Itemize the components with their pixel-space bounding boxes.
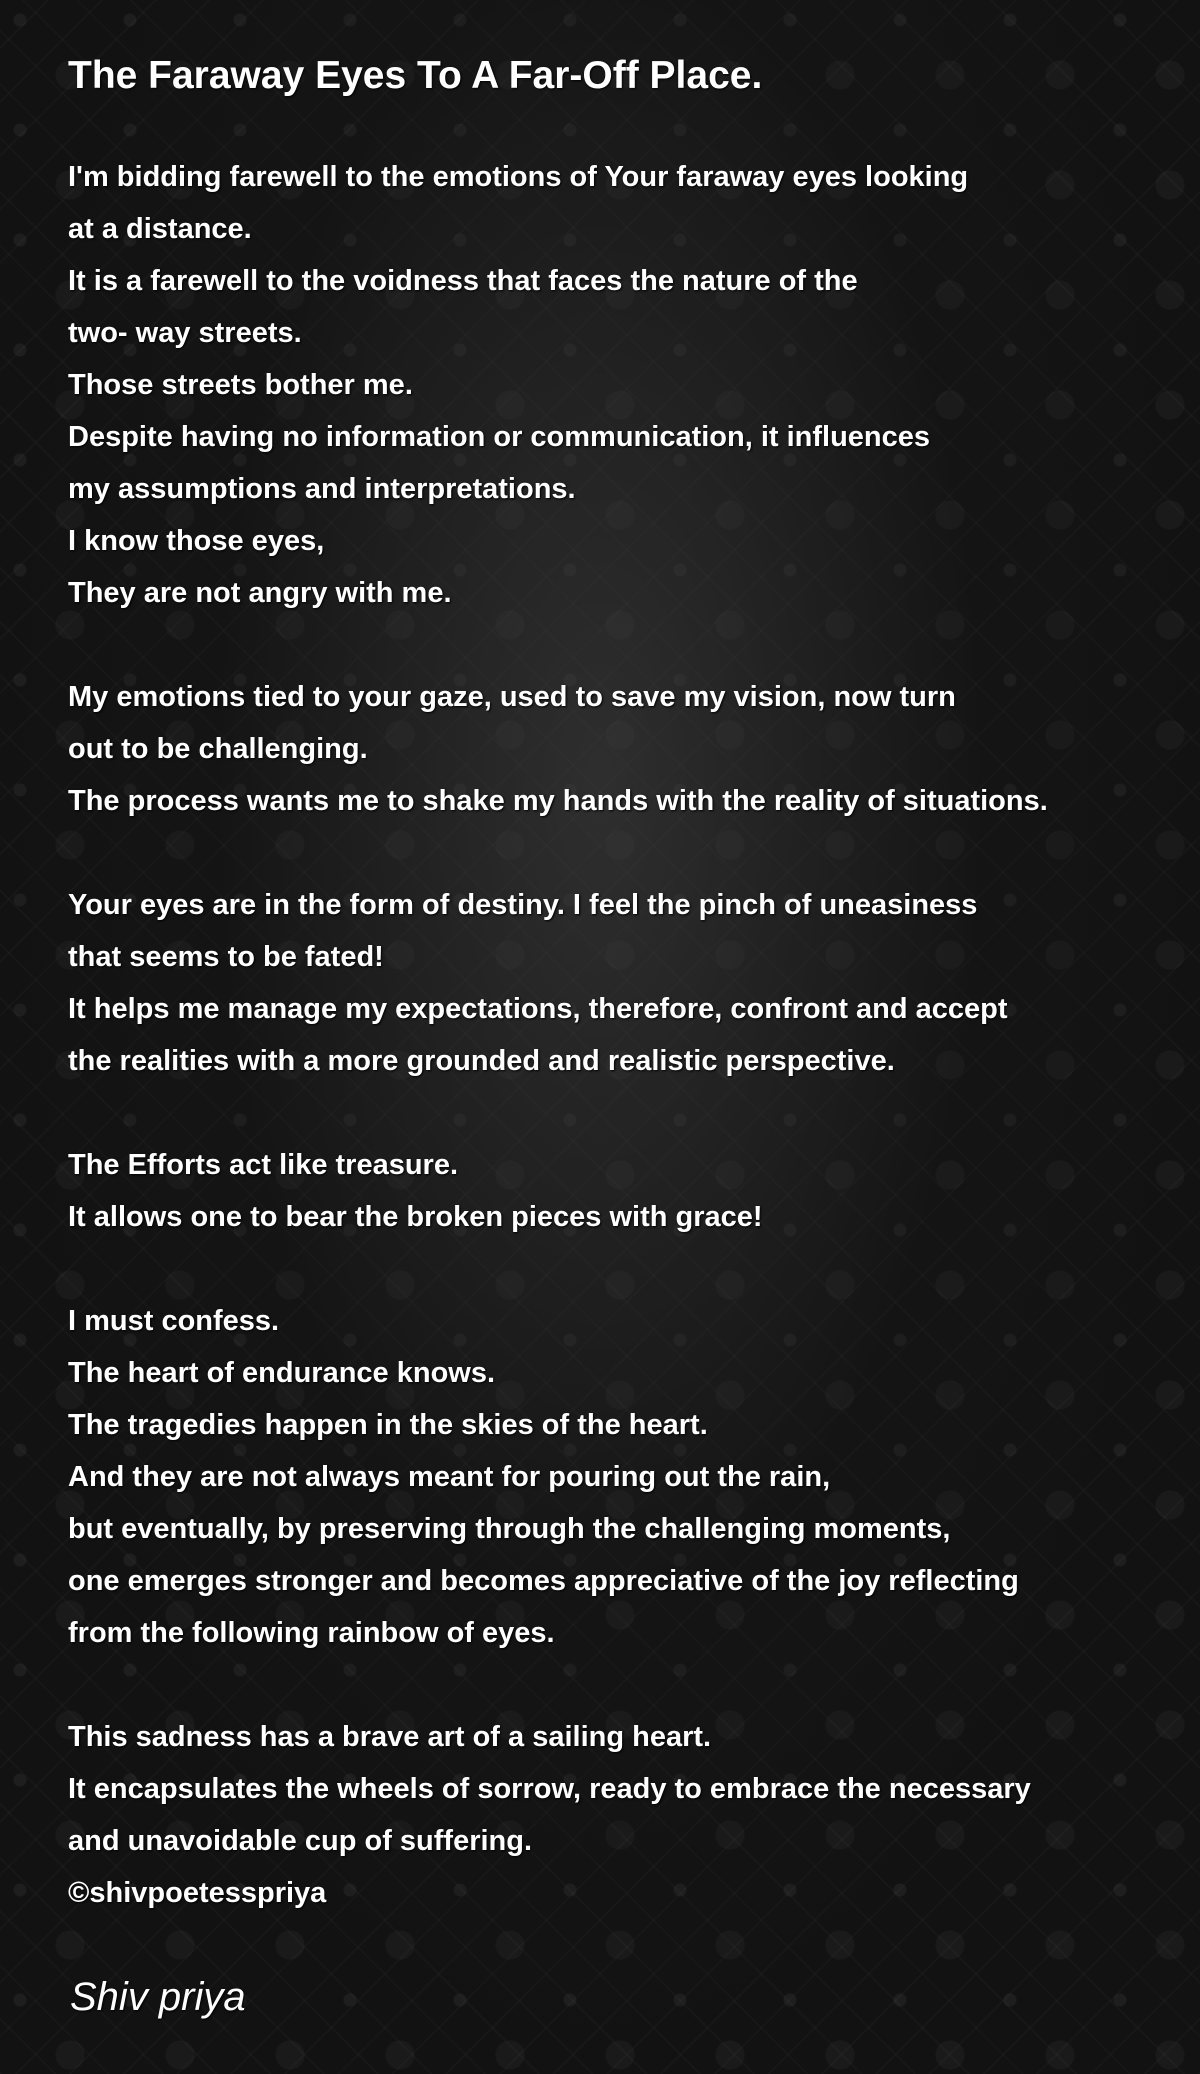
poem-line: Those streets bother me.	[68, 369, 413, 401]
poem-line: My emotions tied to your gaze, used to save my vision, now turn	[68, 681, 956, 713]
poem-line: my assumptions and interpretations.	[68, 473, 576, 505]
poem-line: This sadness has a brave art of a sailing heart.	[68, 1721, 712, 1753]
poem-line: The process wants me to shake my hands with the reality of situations.	[68, 785, 1048, 817]
poem-title: The Faraway Eyes To A Far-Off Place.	[68, 54, 763, 97]
poem-line: And they are not always meant for pouring out the rain,	[68, 1461, 831, 1493]
poem-line: from the following rainbow of eyes.	[68, 1617, 555, 1649]
stanza-break	[68, 827, 1188, 879]
poem-body	[68, 151, 1188, 1919]
stanza-break	[68, 1087, 1188, 1139]
poem-line: and unavoidable cup of suffering.	[68, 1825, 533, 1857]
poem-line: at a distance.	[68, 213, 252, 245]
poem-line: one emerges stronger and becomes appreciative of the joy reflecting	[68, 1565, 1019, 1597]
poem-line: I must confess.	[68, 1305, 280, 1337]
stanza-break	[68, 619, 1188, 671]
poem-line: the realities with a more grounded and realistic perspective.	[68, 1045, 895, 1077]
poem-author: Shiv priya	[70, 1975, 246, 2019]
poem-line: I'm bidding farewell to the emotions of Your faraway eyes looking	[68, 161, 969, 193]
poem-line: that seems to be fated!	[68, 941, 384, 973]
poem-line: It allows one to bear the broken pieces with grace!	[68, 1201, 763, 1233]
poem-line: It helps me manage my expectations, therefore, confront and accept	[68, 993, 1008, 1025]
poem-line: The tragedies happen in the skies of the heart.	[68, 1409, 708, 1441]
poem-line: two- way streets.	[68, 317, 302, 349]
poem-line: It is a farewell to the voidness that faces the nature of the	[68, 265, 858, 297]
poem-line: but eventually, by preserving through the challenging moments,	[68, 1513, 951, 1545]
stanza-break	[68, 1659, 1188, 1711]
poem-line: They are not angry with me.	[68, 577, 452, 609]
poem-line: out to be challenging.	[68, 733, 368, 765]
poem-line: The heart of endurance knows.	[68, 1357, 496, 1389]
poem-line: It encapsulates the wheels of sorrow, ready to embrace the necessary	[68, 1773, 1031, 1805]
poem-line: Despite having no information or communication, it influences	[68, 421, 931, 453]
stanza-break	[68, 1243, 1188, 1295]
poem-line: I know those eyes,	[68, 525, 325, 557]
poem-line: ©shivpoetesspriya	[68, 1877, 327, 1909]
poem-line: The Efforts act like treasure.	[68, 1149, 459, 1181]
poem-line: Your eyes are in the form of destiny. I feel the pinch of uneasiness	[68, 889, 978, 921]
